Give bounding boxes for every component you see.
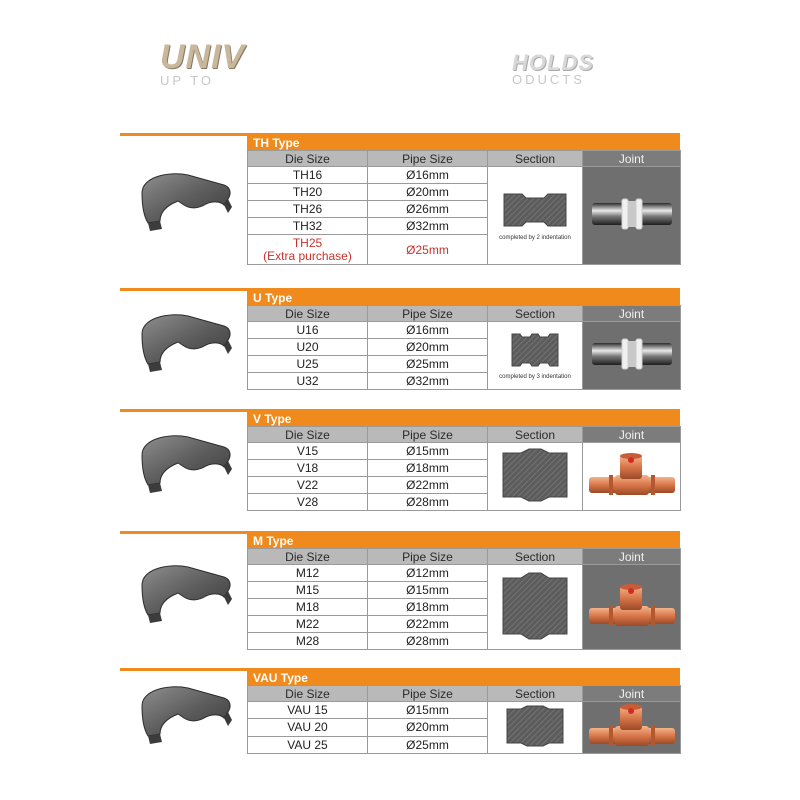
pipe-size-header: Pipe Size [368,306,488,322]
th-spec-table [247,150,681,265]
extra-die-cell [248,235,368,265]
joint-header: Joint [583,686,681,702]
pipe-size-cell: Ø15mm [368,702,488,719]
die-size-cell: M22 [248,616,368,633]
pipe-size-cell: Ø18mm [368,599,488,616]
joint-cell [583,443,681,511]
die-size-header: Die Size [248,306,368,322]
table-row [248,322,681,339]
die-size-cell: M12 [248,565,368,582]
banner-title-left: UNIV [160,38,246,76]
section-profile-icon [499,570,571,642]
section-caption: completed by 3 indentation [499,374,571,380]
vau-type-section [120,668,680,760]
die-size-cell: M18 [248,599,368,616]
th-type-section [120,133,680,275]
type-title: TH Type [247,136,680,150]
section-cell [488,702,583,754]
pipe-size-cell: Ø20mm [368,719,488,736]
die-size-cell: V18 [248,460,368,477]
vau-die-icon [138,684,238,746]
v-die-icon [138,433,238,495]
banner-subtitle-left: UP TO [160,73,215,88]
pipe-size-cell: Ø15mm [368,443,488,460]
pipe-size-cell: Ø16mm [368,322,488,339]
joint-cell [583,702,681,754]
pipe-size-header: Pipe Size [368,549,488,565]
pipe-size-cell: Ø20mm [368,339,488,356]
m-type-section [120,531,680,656]
pipe-size-cell: Ø15mm [368,582,488,599]
copper-tee-icon [587,451,677,499]
section-header: Section [488,151,583,167]
joint-cell [583,565,681,650]
section-cell [488,167,583,265]
pipe-size-header: Pipe Size [368,151,488,167]
v-type-section [120,409,680,517]
pipe-size-cell: Ø28mm [368,633,488,650]
section-3-indent-icon [510,331,560,369]
die-size-cell: V22 [248,477,368,494]
u-die-icon [138,312,238,374]
joint-cell [583,322,681,390]
section-header: Section [488,549,583,565]
joint-header: Joint [583,549,681,565]
u-type-section [120,288,680,396]
banner-left [160,38,245,88]
die-size-cell: U20 [248,339,368,356]
die-size-cell: TH16 [248,167,368,184]
banner-right [512,50,594,87]
pipe-size-cell: Ø12mm [368,565,488,582]
die-size-cell: U25 [248,356,368,373]
vau-spec-table [247,685,681,754]
v-spec-table [247,426,681,511]
copper-tee-icon [587,582,677,630]
section-header: Section [488,306,583,322]
section-cell [488,443,583,511]
table-row [248,565,681,582]
type-title: V Type [247,412,680,426]
pipe-size-cell: Ø25mm [368,736,488,753]
section-2-indent-icon [502,190,568,230]
th-die-icon [138,171,238,233]
die-size-cell: U16 [248,322,368,339]
extra-die-name: TH25 [292,235,323,250]
banner-title-right: HOLDS [512,50,594,75]
die-size-cell: TH26 [248,201,368,218]
section-cell [488,322,583,390]
section-header: Section [488,427,583,443]
pipe-size-header: Pipe Size [368,427,488,443]
u-spec-table [247,305,681,390]
pipe-size-cell: Ø26mm [368,201,488,218]
pipe-size-cell: Ø28mm [368,494,488,511]
section-cell [488,565,583,650]
die-size-cell: M15 [248,582,368,599]
copper-tee-icon [587,702,677,750]
die-size-cell: M28 [248,633,368,650]
joint-header: Joint [583,151,681,167]
extra-pipe-cell: Ø25mm [368,235,488,265]
banner [0,38,800,108]
pipe-size-cell: Ø22mm [368,616,488,633]
die-size-header: Die Size [248,686,368,702]
pipe-size-cell: Ø25mm [368,356,488,373]
section-profile-icon [503,704,567,748]
pipe-size-header: Pipe Size [368,686,488,702]
die-size-cell: V28 [248,494,368,511]
section-caption: completed by 2 indentation [499,235,571,241]
straight-coupler-icon [588,189,676,239]
m-die-icon [138,563,238,625]
banner-subtitle-right: ODUCTS [512,72,585,87]
joint-header: Joint [583,427,681,443]
die-size-cell: U32 [248,373,368,390]
pipe-size-cell: Ø32mm [368,218,488,235]
straight-coupler-icon [588,329,676,379]
die-size-cell: VAU 15 [248,702,368,719]
die-size-cell: VAU 25 [248,736,368,753]
joint-header: Joint [583,306,681,322]
die-size-cell: V15 [248,443,368,460]
table-row [248,167,681,184]
die-size-header: Die Size [248,549,368,565]
table-row [248,443,681,460]
die-size-header: Die Size [248,151,368,167]
pipe-size-cell: Ø22mm [368,477,488,494]
pipe-size-cell: Ø32mm [368,373,488,390]
die-size-cell: TH32 [248,218,368,235]
m-spec-table [247,548,681,650]
type-title: VAU Type [247,671,680,685]
pipe-size-cell: Ø18mm [368,460,488,477]
joint-cell [583,167,681,265]
pipe-size-cell: Ø16mm [368,167,488,184]
section-header: Section [488,686,583,702]
type-title: M Type [247,534,680,548]
type-title: U Type [247,291,680,305]
table-row [248,702,681,719]
die-size-cell: VAU 20 [248,719,368,736]
die-size-header: Die Size [248,427,368,443]
section-profile-icon [499,447,571,503]
extra-purchase-note: (Extra purchase) [263,248,352,263]
die-size-cell: TH20 [248,184,368,201]
pipe-size-cell: Ø20mm [368,184,488,201]
